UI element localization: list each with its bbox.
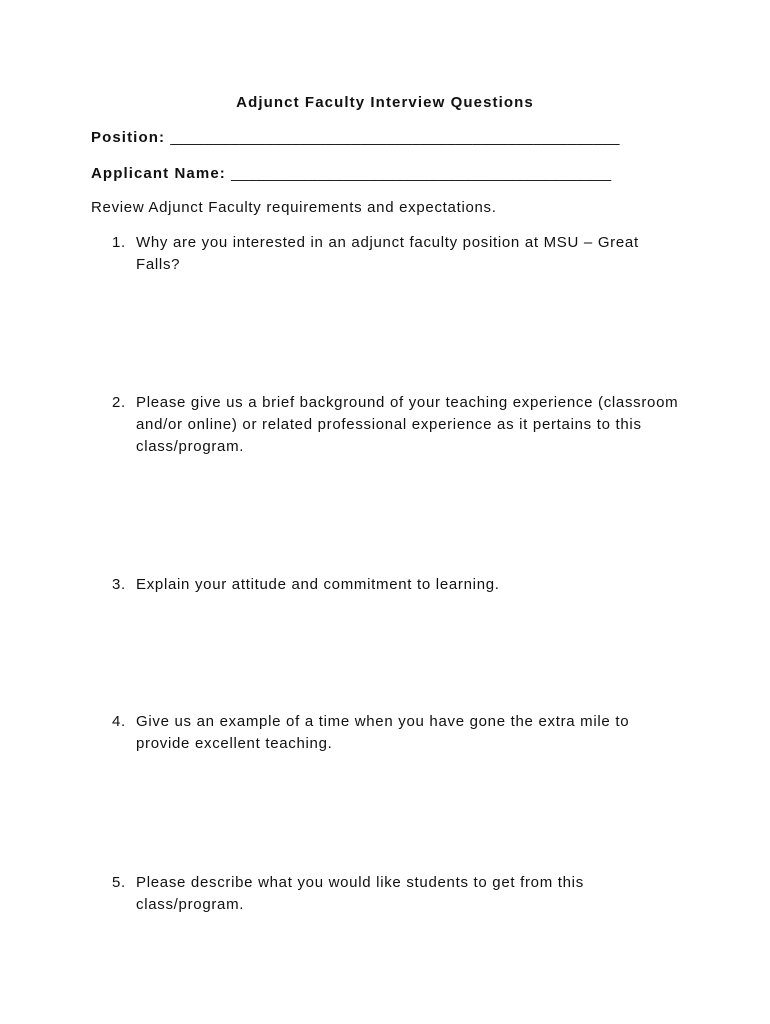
question-item [112,711,682,755]
position-label: Position: [91,129,166,146]
question-text: Please give us a brief background of your teaching experience (classroom and/or online) or related professional experience as it pertains to this class/program. [136,394,679,455]
question-number: 1. [112,234,126,251]
question-number: 2. [112,394,126,411]
position-blank-line: ____________________________________________________ [170,129,620,146]
question-item [112,232,682,276]
question-item [112,392,682,458]
intro-text: Review Adjunct Faculty requirements and expectations. [91,199,497,216]
question-item [112,574,682,596]
question-text: Why are you interested in an adjunct faculty position at MSU – Great Falls? [136,234,639,273]
applicant-name-blank-line: ____________________________________________ [231,165,612,182]
question-item [112,872,682,916]
question-text: Explain your attitude and commitment to learning. [136,576,500,593]
applicant-name-field [91,164,691,184]
document-title: Adjunct Faculty Interview Questions [236,94,534,111]
position-field [91,128,691,148]
question-text: Give us an example of a time when you have gone the extra mile to provide excellent teaching. [136,713,630,752]
applicant-name-label: Applicant Name: [91,165,226,182]
question-number: 5. [112,874,126,891]
question-number: 4. [112,713,126,730]
question-text: Please describe what you would like students to get from this class/program. [136,874,584,913]
question-number: 3. [112,576,126,593]
